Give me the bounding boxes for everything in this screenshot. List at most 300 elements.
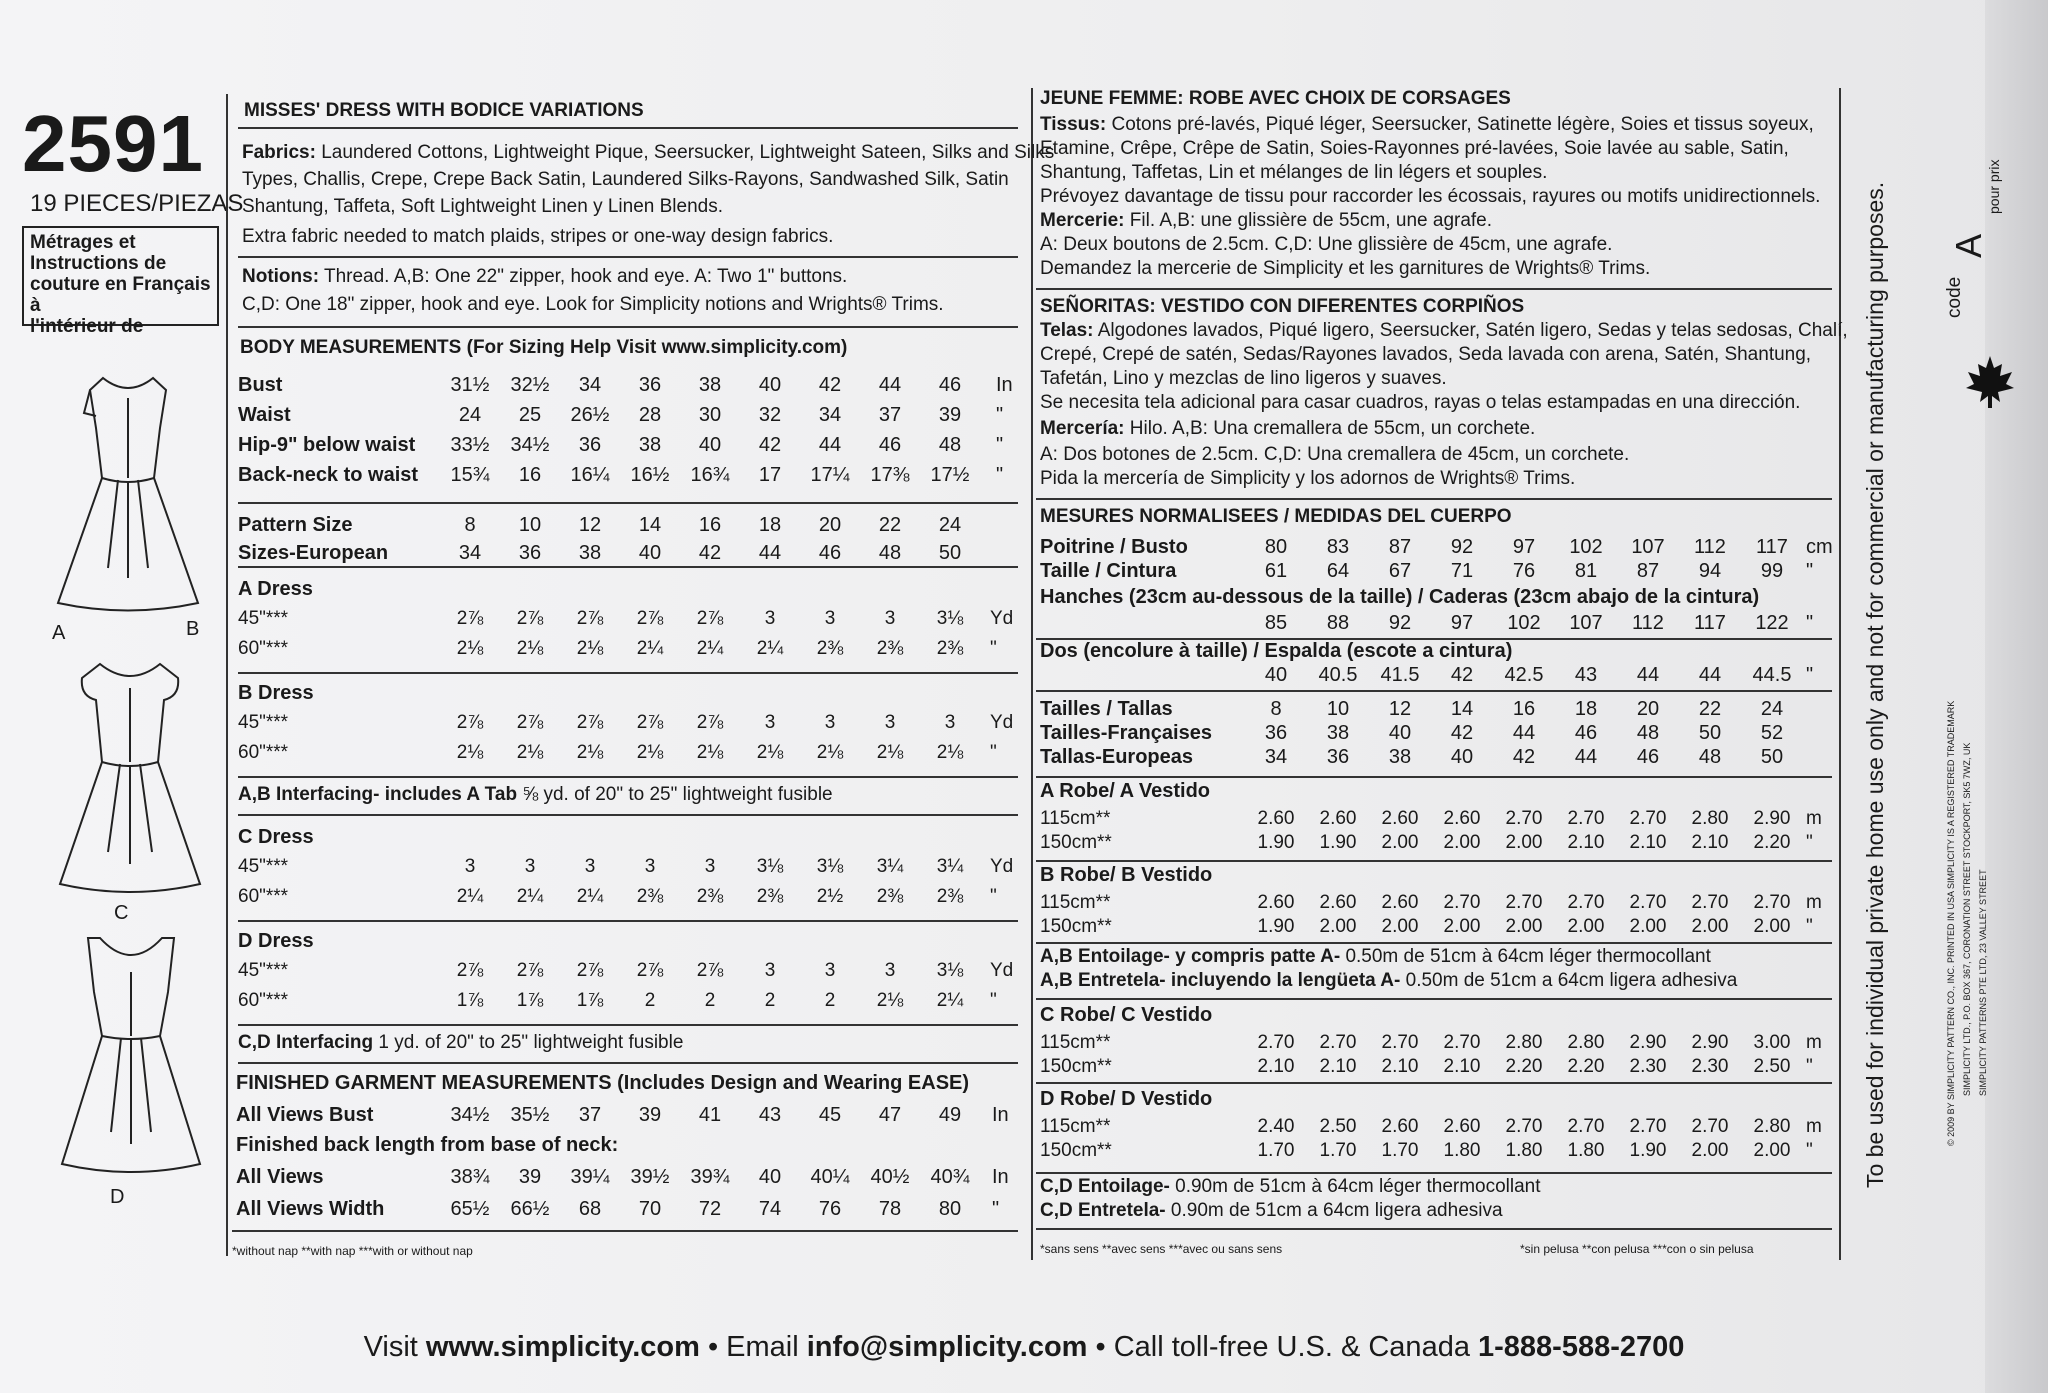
dos-row-value: 40 bbox=[1264, 664, 1288, 686]
yardage-row-value: 3 bbox=[704, 856, 716, 877]
website-link[interactable]: www.simplicity.com bbox=[425, 1331, 700, 1363]
dress-title: A Dress bbox=[238, 578, 313, 600]
metric-row-value: 2.80 bbox=[1567, 1032, 1605, 1053]
body-row-value: 48 bbox=[938, 434, 962, 456]
dos-row-value: 42 bbox=[1450, 664, 1474, 686]
dress-title: C Dress bbox=[238, 826, 314, 848]
metric-row-value: 2.60 bbox=[1443, 808, 1481, 829]
tailles-row-value: 52 bbox=[1760, 722, 1784, 744]
finished-views-label: All Views bbox=[236, 1166, 324, 1188]
price-code-letter: A bbox=[1948, 233, 1989, 258]
yardage-row-label: 45"*** bbox=[238, 712, 289, 733]
metric-row-value: 2.70 bbox=[1443, 892, 1481, 913]
finished-width-value: 72 bbox=[698, 1198, 722, 1220]
yardage-row-label: 45"*** bbox=[238, 856, 289, 877]
metric-row-value: 1.70 bbox=[1381, 1140, 1419, 1161]
finished-views-value: 40 bbox=[758, 1166, 782, 1188]
yardage-row-value: 2¼ bbox=[456, 886, 484, 907]
center-divider bbox=[1031, 88, 1033, 1260]
yardage-row-value: 2 bbox=[764, 990, 776, 1011]
finished-views-value: 39¼ bbox=[570, 1166, 610, 1188]
body-row-value: 42 bbox=[758, 434, 782, 456]
yardage-row-value: 3⅛ bbox=[816, 856, 844, 877]
metric-row-value: 1.70 bbox=[1319, 1140, 1357, 1161]
merceria-line: A: Dos botones de 2.5cm. C,D: Una cremallera de 45cm, un corchete. bbox=[1040, 444, 1630, 465]
yardage-row-value: 2¼ bbox=[936, 990, 964, 1011]
yardage-row-value: 2⅞ bbox=[696, 608, 724, 629]
body-row-unit: " bbox=[996, 464, 1004, 486]
dress-sketch-ab bbox=[48, 368, 208, 618]
metric-row-value: 2.80 bbox=[1505, 1032, 1543, 1053]
metric-row-value: 2.60 bbox=[1257, 892, 1295, 913]
yardage-row-value: 3⅛ bbox=[756, 856, 784, 877]
body-row-value: 44 bbox=[818, 434, 842, 456]
body-row-value: 38 bbox=[698, 374, 722, 396]
metric-row-value: 2.70 bbox=[1629, 892, 1667, 913]
finished-width-value: 80 bbox=[938, 1198, 962, 1220]
tailles-row-value: 12 bbox=[1388, 698, 1412, 720]
size-row-value: 44 bbox=[758, 542, 782, 564]
tailles-row-label: Tailles / Tallas bbox=[1040, 698, 1173, 720]
body-row-value: 16¼ bbox=[570, 464, 610, 486]
metric-row-value: 2.80 bbox=[1691, 808, 1729, 829]
taille-row-value: 64 bbox=[1326, 560, 1350, 582]
pattern-number: 2591 bbox=[22, 99, 204, 188]
hanches-label: Hanches (23cm au-dessous de la taille) / Caderas (23cm abajo de la cintura) bbox=[1040, 586, 1760, 608]
yardage-row-value: 2¼ bbox=[636, 638, 664, 659]
ab-entoilage: A,B Entoilage- y compris patte A- 0.50m de 51cm à 64cm léger thermocollant bbox=[1040, 946, 1711, 967]
finished-views-value: 39½ bbox=[630, 1166, 670, 1188]
yardage-row-value: 3 bbox=[584, 856, 596, 877]
fabrics-line: Shantung, Taffeta, Soft Lightweight Linen y Linen Blends. bbox=[242, 196, 723, 217]
metric-row-value: 2.50 bbox=[1319, 1116, 1357, 1137]
body-row-value: 28 bbox=[638, 404, 662, 426]
size-row-value: 24 bbox=[938, 514, 962, 536]
metric-row-value: 2.00 bbox=[1505, 832, 1543, 853]
ab-interfacing: A,B Interfacing- includes A Tab ⅝ yd. of 20" to 25" lightweight fusible bbox=[238, 784, 833, 805]
yardage-row-value: 2⅛ bbox=[876, 990, 904, 1011]
body-row-value: 24 bbox=[458, 404, 482, 426]
yardage-row-value: 3 bbox=[524, 856, 536, 877]
tailles-row-value: 34 bbox=[1264, 746, 1288, 768]
metric-row-unit: m bbox=[1806, 808, 1822, 829]
dos-label: Dos (encolure à taille) / Espalda (escote a cintura) bbox=[1040, 640, 1513, 662]
body-row-value: 16½ bbox=[630, 464, 670, 486]
hanches-row-value: 97 bbox=[1450, 612, 1474, 634]
tailles-row-value: 40 bbox=[1388, 722, 1412, 744]
yardage-row-value: 2½ bbox=[816, 886, 844, 907]
tailles-row-value: 44 bbox=[1574, 746, 1598, 768]
yardage-row-unit: Yd bbox=[990, 608, 1014, 629]
dos-row-value: 44.5 bbox=[1752, 664, 1792, 686]
dress-sketch-c bbox=[50, 652, 210, 902]
finished-views-unit: In bbox=[992, 1166, 1009, 1188]
yardage-row-value: 1⅞ bbox=[576, 990, 604, 1011]
size-row-value: 14 bbox=[638, 514, 662, 536]
right-border bbox=[1839, 88, 1841, 1260]
body-row-value: 40 bbox=[698, 434, 722, 456]
yardage-row-value: 3 bbox=[824, 960, 836, 981]
dress-title: D Dress bbox=[238, 930, 314, 952]
metric-row-value: 2.70 bbox=[1691, 1116, 1729, 1137]
yardage-row-unit: " bbox=[990, 886, 997, 907]
body-row-value: 39 bbox=[938, 404, 962, 426]
yardage-row-value: 3 bbox=[764, 712, 776, 733]
body-row-unit: " bbox=[996, 404, 1004, 426]
taille-row-value: 67 bbox=[1388, 560, 1412, 582]
metric-row-value: 2.70 bbox=[1505, 808, 1543, 829]
metric-row-value: 2.10 bbox=[1319, 1056, 1357, 1077]
merceria-line: Mercería: Hilo. A,B: Una cremallera de 55cm, un corchete. bbox=[1040, 418, 1536, 439]
merceria-line: Pida la mercería de Simplicity y los adornos de Wrights® Trims. bbox=[1040, 468, 1576, 489]
body-row-value: 17½ bbox=[930, 464, 970, 486]
body-row-value: 16 bbox=[518, 464, 542, 486]
finished-width-value: 68 bbox=[578, 1198, 602, 1220]
yardage-row-value: 2⅛ bbox=[576, 638, 604, 659]
metric-row-value: 2.00 bbox=[1629, 916, 1667, 937]
metric-row-value: 1.80 bbox=[1443, 1140, 1481, 1161]
tailles-row-value: 50 bbox=[1698, 722, 1722, 744]
french-instructions-box bbox=[22, 226, 219, 337]
email-link[interactable]: info@simplicity.com bbox=[806, 1331, 1088, 1363]
metric-row-label: 150cm** bbox=[1040, 916, 1112, 937]
yardage-row-value: 2 bbox=[824, 990, 836, 1011]
yardage-row-value: 2⅛ bbox=[756, 742, 784, 763]
yardage-row-value: 2⅛ bbox=[456, 742, 484, 763]
body-row-value: 16¾ bbox=[690, 464, 730, 486]
yardage-row-value: 2⅜ bbox=[936, 638, 964, 659]
metric-row-value: 2.00 bbox=[1691, 916, 1729, 937]
size-row-value: 48 bbox=[878, 542, 902, 564]
finished-width-value: 66½ bbox=[510, 1198, 550, 1220]
yardage-row-value: 2⅛ bbox=[456, 638, 484, 659]
body-row-value: 34½ bbox=[510, 434, 550, 456]
size-row-value: 40 bbox=[638, 542, 662, 564]
metric-row-value: 2.70 bbox=[1753, 892, 1791, 913]
yardage-row-value: 2⅞ bbox=[696, 960, 724, 981]
yardage-row-value: 2⅜ bbox=[876, 886, 904, 907]
hanches-row-value: 88 bbox=[1326, 612, 1350, 634]
poitrine-row-label: Poitrine / Busto bbox=[1040, 536, 1188, 558]
tailles-row-label: Tailles-Françaises bbox=[1040, 722, 1212, 744]
mesures-title: MESURES NORMALISEES / MEDIDAS DEL CUERPO bbox=[1040, 506, 1512, 527]
metric-row-value: 1.80 bbox=[1505, 1140, 1543, 1161]
poitrine-row-value: 92 bbox=[1450, 536, 1474, 558]
body-row-value: 34 bbox=[578, 374, 602, 396]
telas-note: Se necesita tela adicional para casar cuadros, rayas o telas estampadas en una dirección. bbox=[1040, 392, 1801, 413]
telas-line: Telas: Algodones lavados, Piqué ligero, Seersucker, Satén ligero, Sedas y telas sedosas, Chalí, bbox=[1040, 320, 1848, 341]
dress-sketch-d bbox=[56, 932, 206, 1182]
size-row-value: 22 bbox=[878, 514, 902, 536]
metric-row-value: 2.10 bbox=[1629, 832, 1667, 853]
size-row-value: 38 bbox=[578, 542, 602, 564]
yardage-row-unit: Yd bbox=[990, 856, 1014, 877]
french-box-line: couture en Français à bbox=[30, 274, 211, 316]
taille-row-value: 87 bbox=[1636, 560, 1660, 582]
yardage-row-label: 60"*** bbox=[238, 742, 289, 763]
metric-row-value: 2.60 bbox=[1257, 808, 1295, 829]
maple-leaf-icon bbox=[1964, 354, 2016, 410]
finished-views-value: 40¾ bbox=[930, 1166, 970, 1188]
tailles-row-value: 42 bbox=[1450, 722, 1474, 744]
view-label-d: D bbox=[110, 1186, 125, 1208]
yardage-row-value: 2⅛ bbox=[876, 742, 904, 763]
metric-row-unit: " bbox=[1806, 1140, 1813, 1161]
body-row-value: 46 bbox=[878, 434, 902, 456]
yardage-row-value: 2⅛ bbox=[936, 742, 964, 763]
metric-row-value: 2.70 bbox=[1629, 808, 1667, 829]
size-row-value: 36 bbox=[518, 542, 542, 564]
metric-row-value: 2.00 bbox=[1691, 1140, 1729, 1161]
finished-width-value: 74 bbox=[758, 1198, 782, 1220]
size-row-label: Pattern Size bbox=[238, 514, 353, 536]
yardage-row-value: 2⅛ bbox=[816, 742, 844, 763]
fabrics-line: Fabrics: Laundered Cottons, Lightweight Pique, Seersucker, Lightweight Sateen, Silks and Silks bbox=[242, 142, 1055, 163]
ab-entretela: A,B Entretela- incluyendo la lengüeta A- 0.50m de 51cm a 64cm ligera adhesiva bbox=[1040, 970, 1738, 991]
metric-row-value: 1.80 bbox=[1567, 1140, 1605, 1161]
metric-row-value: 2.70 bbox=[1505, 892, 1543, 913]
metric-row-value: 1.90 bbox=[1629, 1140, 1667, 1161]
finished-views-value: 39¾ bbox=[690, 1166, 730, 1188]
metric-row-value: 2.00 bbox=[1753, 1140, 1791, 1161]
french-box-line: Métrages et bbox=[30, 232, 136, 253]
tailles-row-value: 20 bbox=[1636, 698, 1660, 720]
finished-bust-value: 41 bbox=[698, 1104, 722, 1126]
mercerie-line: Mercerie: Fil. A,B: une glissière de 55cm, une agrafe. bbox=[1040, 210, 1493, 231]
taille-row-value: 76 bbox=[1512, 560, 1536, 582]
usage-note: To be used for individual private home use only and not for commercial or manufacturing purposes. bbox=[1862, 181, 1888, 1188]
tailles-row-value: 36 bbox=[1264, 722, 1288, 744]
dos-row-value: 40.5 bbox=[1318, 664, 1358, 686]
metric-row-value: 2.10 bbox=[1691, 832, 1729, 853]
metric-row-value: 2.40 bbox=[1257, 1116, 1295, 1137]
yardage-row-value: 2¼ bbox=[696, 638, 724, 659]
metric-row-value: 2.00 bbox=[1381, 832, 1419, 853]
metric-row-value: 2.70 bbox=[1567, 1116, 1605, 1137]
yardage-row-value: 3 bbox=[824, 608, 836, 629]
body-row-value: 40 bbox=[758, 374, 782, 396]
body-row-value: 30 bbox=[698, 404, 722, 426]
size-row-value: 18 bbox=[758, 514, 782, 536]
taille-row-value: 99 bbox=[1760, 560, 1784, 582]
size-row-value: 8 bbox=[464, 514, 476, 536]
body-row-value: 37 bbox=[878, 404, 902, 426]
yardage-row-value: 2⅞ bbox=[576, 608, 604, 629]
mercerie-line: A: Deux boutons de 2.5cm. C,D: Une glissière de 45cm, une agrafe. bbox=[1040, 234, 1613, 255]
hanches-row-value: 112 bbox=[1632, 612, 1664, 634]
hanches-row-value: 117 bbox=[1694, 612, 1726, 634]
finished-bust-value: 37 bbox=[578, 1104, 602, 1126]
tissus-line: Etamine, Crêpe, Crêpe de Satin, Soies-Rayonnes pré-lavées, Soie lavée au sable, Satin, bbox=[1040, 138, 1789, 159]
finished-title: FINISHED GARMENT MEASUREMENTS (Includes Design and Wearing EASE) bbox=[236, 1072, 970, 1094]
yardage-row-value: 1⅞ bbox=[456, 990, 484, 1011]
body-row-value: 33½ bbox=[450, 434, 490, 456]
metric-row-unit: m bbox=[1806, 1116, 1822, 1137]
finished-width-value: 70 bbox=[638, 1198, 662, 1220]
yardage-row-value: 2⅛ bbox=[696, 742, 724, 763]
size-row-value: 46 bbox=[818, 542, 842, 564]
metric-row-label: 150cm** bbox=[1040, 1140, 1112, 1161]
cd-entretela: C,D Entretela- 0.90m de 51cm a 64cm ligera adhesiva bbox=[1040, 1200, 1503, 1221]
metric-row-value: 2.00 bbox=[1567, 916, 1605, 937]
yardage-row-value: 3⅛ bbox=[936, 960, 964, 981]
finished-bust-value: 39 bbox=[638, 1104, 662, 1126]
finished-views-value: 38¾ bbox=[450, 1166, 490, 1188]
hanches-row-value: 102 bbox=[1507, 612, 1541, 634]
metric-row-value: 2.00 bbox=[1443, 832, 1481, 853]
body-row-value: 36 bbox=[578, 434, 602, 456]
body-row-value: 32 bbox=[758, 404, 782, 426]
metric-row-label: 115cm** bbox=[1040, 808, 1111, 829]
yardage-row-value: 2 bbox=[644, 990, 656, 1011]
finished-views-value: 40¼ bbox=[810, 1166, 850, 1188]
en-title: MISSES' DRESS WITH BODICE VARIATIONS bbox=[244, 100, 644, 121]
finished-bust-value: 47 bbox=[878, 1104, 902, 1126]
tailles-row-value: 48 bbox=[1698, 746, 1722, 768]
tailles-row-value: 46 bbox=[1636, 746, 1660, 768]
finished-bust-value: 34½ bbox=[450, 1104, 490, 1126]
metric-row-value: 2.20 bbox=[1753, 832, 1791, 853]
yardage-row-unit: " bbox=[990, 638, 997, 659]
finished-bust-value: 45 bbox=[818, 1104, 842, 1126]
view-label-b: B bbox=[186, 618, 200, 640]
yardage-row-label: 60"*** bbox=[238, 990, 289, 1011]
pour-prix: pour prix bbox=[1986, 159, 2002, 214]
yardage-row-value: 3 bbox=[464, 856, 476, 877]
metric-row-value: 2.60 bbox=[1319, 892, 1357, 913]
yardage-row-value: 2⅛ bbox=[516, 638, 544, 659]
taille-row-value: 61 bbox=[1264, 560, 1288, 582]
metric-row-value: 2.20 bbox=[1567, 1056, 1605, 1077]
notions-line: C,D: One 18" zipper, hook and eye. Look for Simplicity notions and Wrights® Trims. bbox=[242, 294, 944, 315]
robe-title: C Robe/ C Vestido bbox=[1040, 1004, 1213, 1026]
metric-row-value: 2.70 bbox=[1443, 1032, 1481, 1053]
yardage-row-value: 2⅜ bbox=[816, 638, 844, 659]
metric-row-value: 2.70 bbox=[1505, 1116, 1543, 1137]
finished-width-label: All Views Width bbox=[236, 1198, 385, 1220]
yardage-row-value: 2⅜ bbox=[756, 886, 784, 907]
metric-row-value: 2.70 bbox=[1319, 1032, 1357, 1053]
body-row-value: 42 bbox=[818, 374, 842, 396]
body-row-value: 34 bbox=[818, 404, 842, 426]
dos-row-value: 44 bbox=[1698, 664, 1722, 686]
fabrics-note: Extra fabric needed to match plaids, stripes or one-way design fabrics. bbox=[242, 226, 834, 247]
hanches-row-unit: " bbox=[1806, 612, 1814, 634]
taille-row-value: 81 bbox=[1574, 560, 1598, 582]
yardage-row-value: 3 bbox=[884, 960, 896, 981]
metric-row-value: 2.00 bbox=[1381, 916, 1419, 937]
yardage-row-unit: " bbox=[990, 742, 997, 763]
body-row-value: 38 bbox=[638, 434, 662, 456]
tailles-row-value: 14 bbox=[1450, 698, 1474, 720]
yardage-row-unit: Yd bbox=[990, 712, 1014, 733]
yardage-row-value: 2⅞ bbox=[696, 712, 724, 733]
metric-row-value: 2.60 bbox=[1319, 808, 1357, 829]
hanches-row-value: 122 bbox=[1755, 612, 1789, 634]
copyright-line: © 2009 BY SIMPLICITY PATTERN CO., INC. PRINTED IN USA SIMPLICITY IS A REGISTERED TRADEMARK bbox=[1946, 700, 1956, 1146]
metric-row-unit: m bbox=[1806, 892, 1822, 913]
metric-row-value: 2.60 bbox=[1381, 892, 1419, 913]
metric-row-value: 2.10 bbox=[1443, 1056, 1481, 1077]
poitrine-row-value: 80 bbox=[1264, 536, 1288, 558]
taille-row-value: 71 bbox=[1450, 560, 1474, 582]
metric-row-value: 2.70 bbox=[1629, 1116, 1667, 1137]
cd-interfacing: C,D Interfacing 1 yd. of 20" to 25" lightweight fusible bbox=[238, 1032, 684, 1053]
body-row-value: 15¾ bbox=[450, 464, 490, 486]
yardage-row-value: 2⅞ bbox=[456, 608, 484, 629]
size-row-value: 34 bbox=[458, 542, 482, 564]
poitrine-row-value: 112 bbox=[1694, 536, 1726, 558]
poitrine-row-value: 87 bbox=[1388, 536, 1412, 558]
metric-row-value: 2.90 bbox=[1691, 1032, 1729, 1053]
metric-row-value: 2.60 bbox=[1443, 1116, 1481, 1137]
hanches-row-value: 85 bbox=[1264, 612, 1288, 634]
metric-row-label: 115cm** bbox=[1040, 1032, 1111, 1053]
metric-row-unit: " bbox=[1806, 916, 1813, 937]
body-row-value: 26½ bbox=[570, 404, 610, 426]
yardage-row-label: 60"*** bbox=[238, 886, 289, 907]
french-box-line: l'intérieur de bbox=[30, 316, 144, 337]
pieces-count: 19 PIECES/PIEZAS bbox=[30, 190, 244, 217]
tailles-row-value: 48 bbox=[1636, 722, 1660, 744]
yardage-row-value: 2⅞ bbox=[516, 960, 544, 981]
metric-row-value: 1.90 bbox=[1257, 916, 1295, 937]
yardage-row-value: 2⅞ bbox=[456, 712, 484, 733]
taille-row-unit: " bbox=[1806, 560, 1814, 582]
finished-width-value: 65½ bbox=[450, 1198, 490, 1220]
metric-row-value: 2.60 bbox=[1381, 1116, 1419, 1137]
robe-title: A Robe/ A Vestido bbox=[1040, 780, 1211, 802]
yardage-row-value: 3 bbox=[644, 856, 656, 877]
taille-row-value: 94 bbox=[1698, 560, 1722, 582]
size-row-value: 42 bbox=[698, 542, 722, 564]
footer-contact: Visit www.simplicity.com • Email info@simplicity.com • Call toll-free U.S. & Canada 1-888-588-2700 bbox=[363, 1331, 1685, 1363]
yardage-row-value: 3 bbox=[944, 712, 956, 733]
metric-row-value: 2.20 bbox=[1505, 1056, 1543, 1077]
finished-width-unit: " bbox=[992, 1198, 1000, 1220]
yardage-row-value: 2 bbox=[704, 990, 716, 1011]
yardage-row-label: 45"*** bbox=[238, 960, 289, 981]
hanches-row-value: 92 bbox=[1388, 612, 1412, 634]
metric-row-value: 1.90 bbox=[1319, 832, 1357, 853]
yardage-row-value: 2⅜ bbox=[936, 886, 964, 907]
yardage-row-value: 2¼ bbox=[576, 886, 604, 907]
french-box-line: Instructions de bbox=[30, 253, 167, 274]
size-row-label: Sizes-European bbox=[238, 542, 389, 564]
poitrine-row-value: 117 bbox=[1756, 536, 1788, 558]
yardage-row-value: 3 bbox=[884, 608, 896, 629]
metric-row-value: 2.30 bbox=[1691, 1056, 1729, 1077]
yardage-row-value: 3¼ bbox=[936, 856, 964, 877]
tissus-note: Prévoyez davantage de tissu pour raccorder les écossais, rayures ou motifs unidirectionnels. bbox=[1040, 186, 1821, 207]
metric-row-value: 2.10 bbox=[1257, 1056, 1295, 1077]
body-row-value: 17 bbox=[758, 464, 782, 486]
poitrine-row-unit: cm bbox=[1806, 536, 1833, 558]
address-line: SIMPLICITY PATTERNS PTE LTD, 23 VALLEY STREET bbox=[1978, 869, 1988, 1096]
finished-bust-label: All Views Bust bbox=[236, 1104, 374, 1126]
tailles-row-value: 38 bbox=[1326, 722, 1350, 744]
phone-number[interactable]: 1-888-588-2700 bbox=[1478, 1331, 1685, 1363]
finished-views-value: 39 bbox=[518, 1166, 542, 1188]
notions-line: Notions: Thread. A,B: One 22" zipper, hook and eye. A: Two 1" buttons. bbox=[242, 266, 848, 287]
poitrine-row-value: 102 bbox=[1569, 536, 1603, 558]
yardage-row-value: 3 bbox=[884, 712, 896, 733]
cd-entoilage: C,D Entoilage- 0.90m de 51cm à 64cm léger thermocollant bbox=[1040, 1176, 1541, 1197]
yardage-row-value: 2⅞ bbox=[516, 608, 544, 629]
yardage-row-value: 2⅛ bbox=[516, 742, 544, 763]
fr-title: JEUNE FEMME: ROBE AVEC CHOIX DE CORSAGES bbox=[1040, 88, 1511, 109]
metric-row-value: 2.70 bbox=[1567, 808, 1605, 829]
